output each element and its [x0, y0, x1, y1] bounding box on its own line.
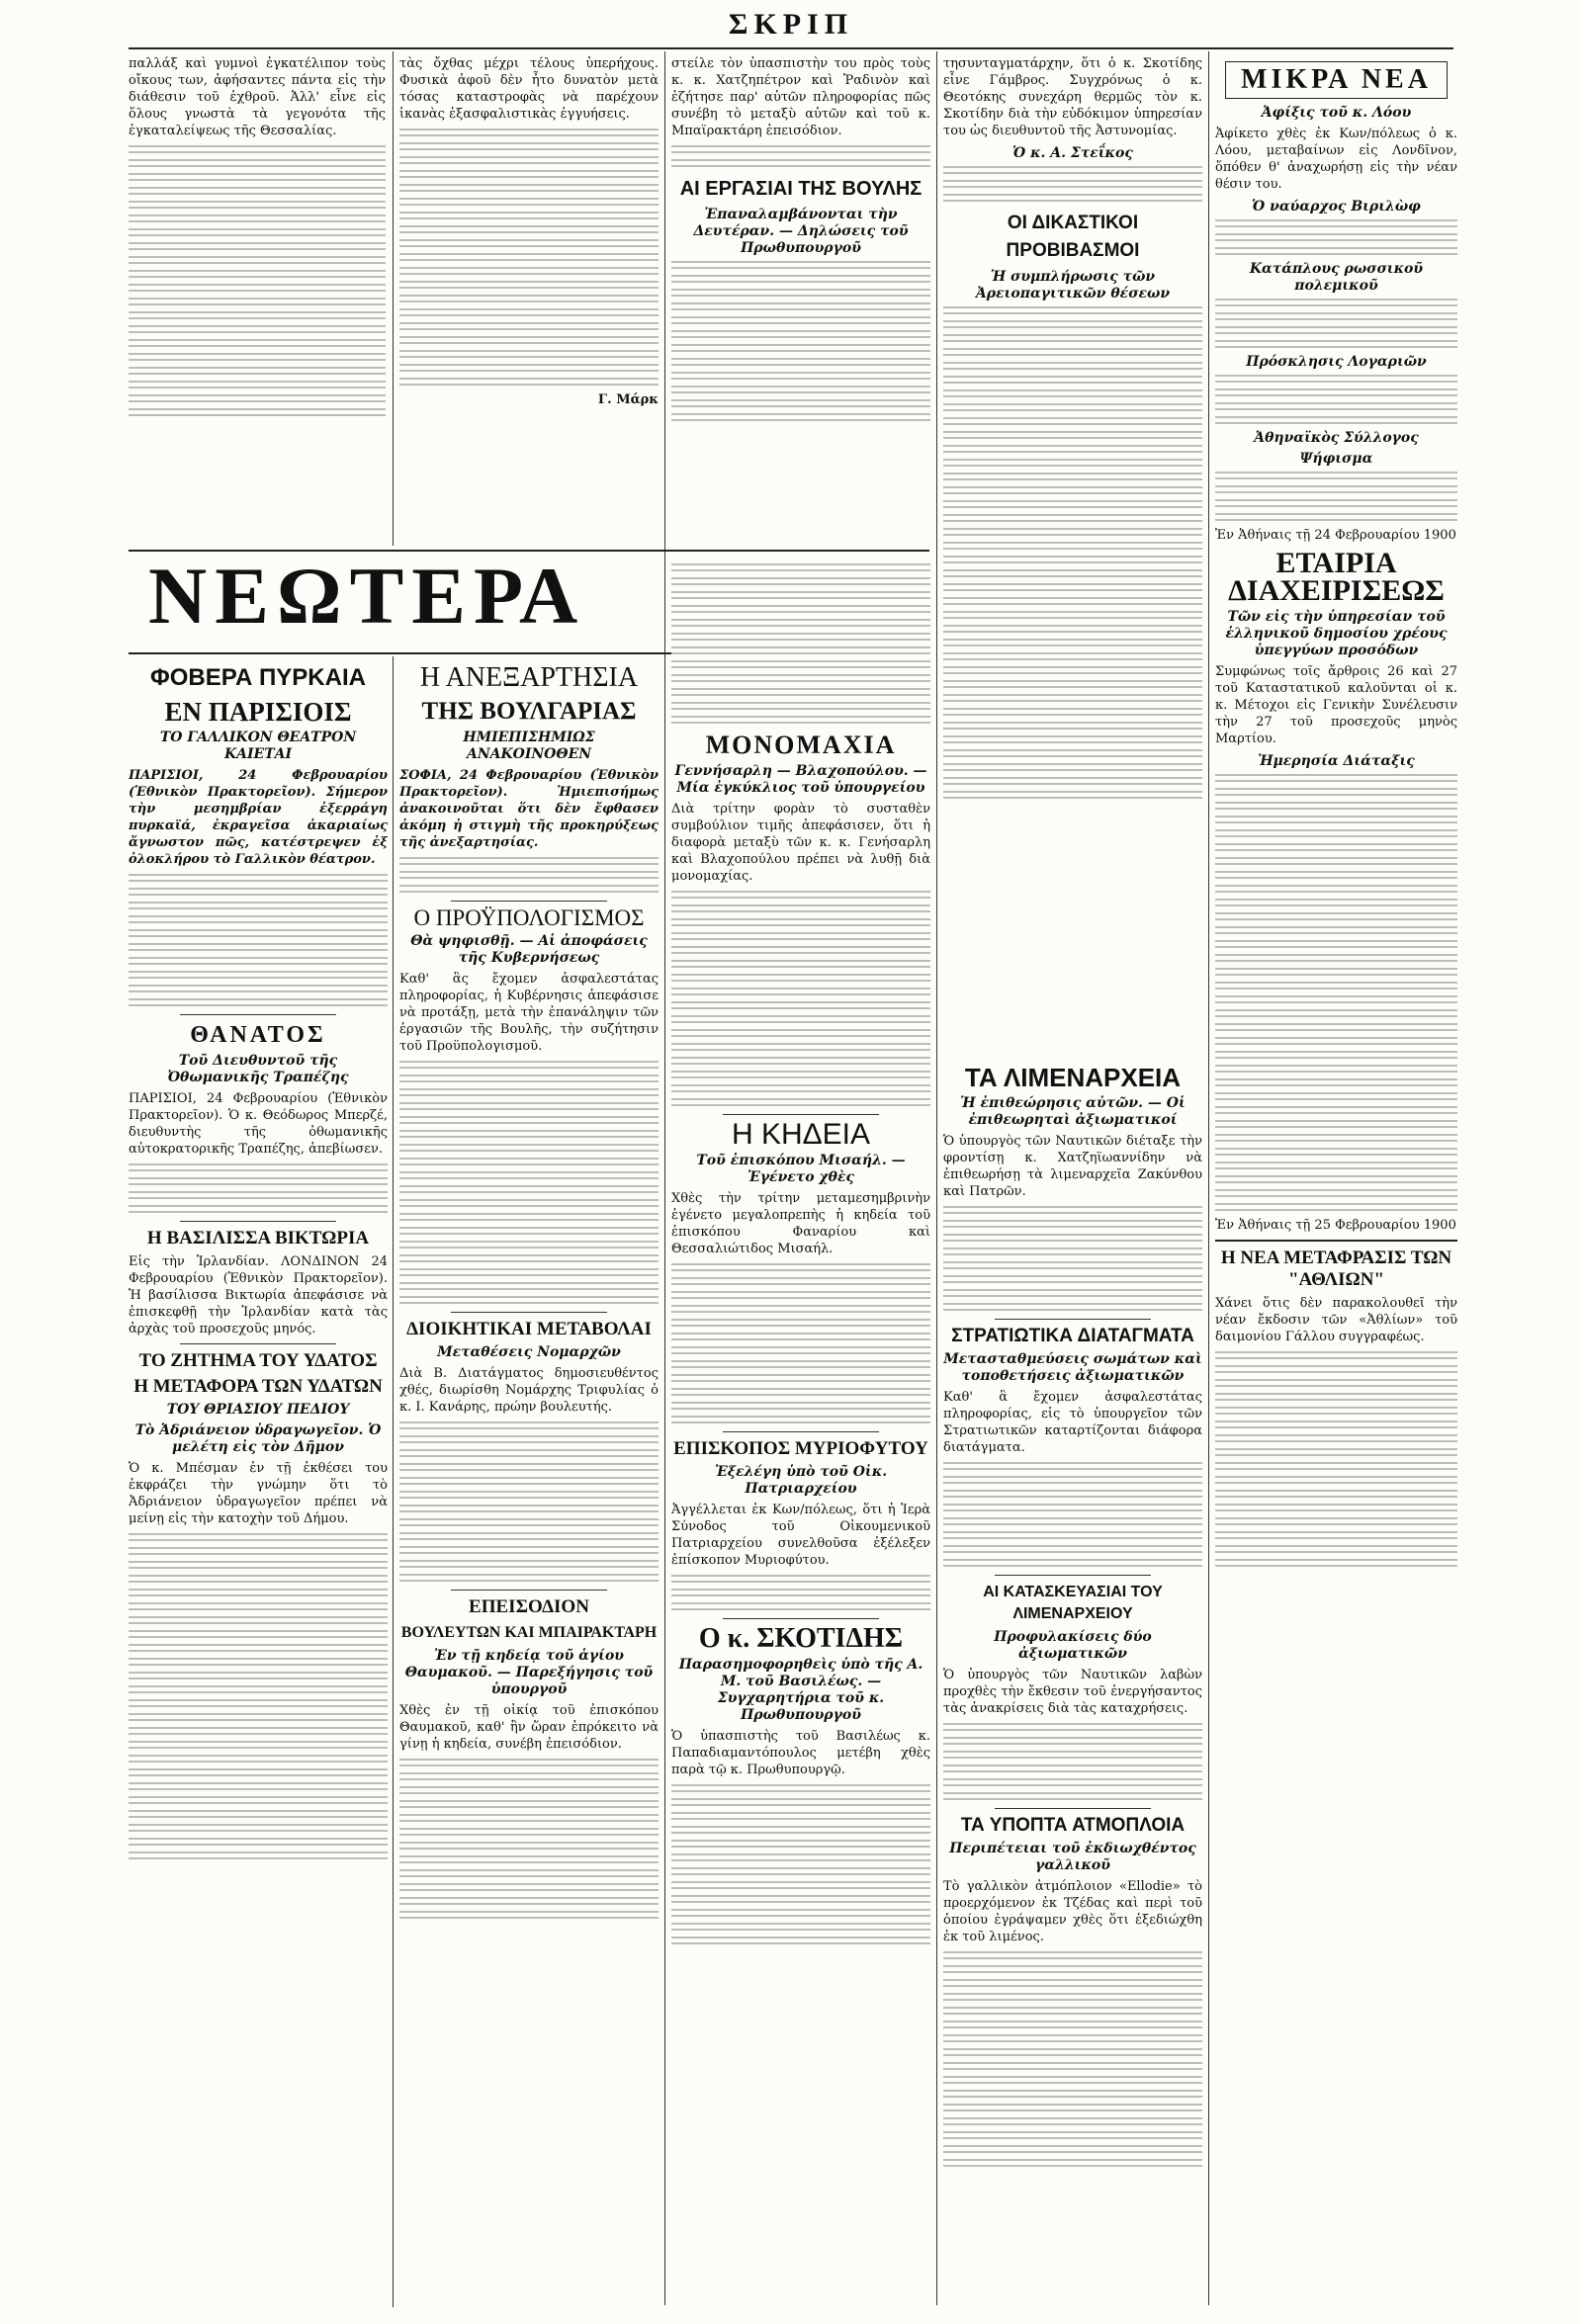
c4-text-1: Ὁ ὑπουργὸς τῶν Ναυτικῶν διέταξε τὴν φροντίσῃ κ. Χατζηϊωαννίδην νὰ ἐπιθεωρήσῃ τὰ λιμεναρχεῖα Ζακύνθου καὶ Πατρῶν.	[943, 1134, 1202, 1199]
c2-headline-1b: ΤΗΣ ΒΟΥΛΓΑΡΙΑΣ	[421, 698, 637, 725]
lower-col-4	[943, 1058, 1202, 2309]
neotera-title: ΝΕΩΤΕΡΑ	[148, 551, 586, 641]
c3-headline-3: ΕΠΙΣΚΟΠΟΣ ΜΥΡΙΟΦΥΤΟΥ	[673, 1438, 928, 1459]
top-mid-text: τὰς ὄχθας μέχρι τέλους ὑπερήχους. Φυσικὰ ἀφοῦ δὲν ἦτο δυνατὸν μετὰ τόσας καταστροφὰς νὰ παρέχουν ἱκανὰς ἐξασφαλιστικὰς ἐγγυήσεις.	[399, 56, 659, 122]
top-col-4	[943, 55, 1202, 1054]
lower-col-3	[671, 559, 930, 2309]
c2-headline-3: ΔΙΟΙΚΗΤΙΚΑΙ ΜΕΤΑΒΟΛΑΙ	[406, 1319, 652, 1339]
column-divider	[393, 656, 394, 2307]
c2-headline-1: Η ΑΝΕΞΑΡΤΗΣΙΑ	[419, 662, 639, 693]
column-divider	[393, 51, 394, 546]
c3-text-1: Διὰ τρίτην φορὰν τὸ συσταθὲν συμβούλιον τιμῆς ἀπεφάσισεν, ὅτι ἡ διαφορὰ μεταξὺ τῶν κ. κ. Γενήσαρλη καὶ Βλαχοπούλου πρέπει νὰ λυθῇ διὰ μονομαχίας.	[671, 802, 930, 884]
etairia-headline: ΕΤΑΙΡΙΑ ΔΙΑΧΕΙΡΙΣΕΩΣ	[1228, 547, 1445, 607]
c4-subheadline-1: Ἡ ἐπιθεώρησις αὐτῶν. — Οἱ ἐπιθεωρηταὶ ἀξιωματικοί	[960, 1095, 1186, 1128]
c1-headline-4b: Η ΜΕΤΑΦΟΡΑ ΤΩΝ ΥΔΑΤΩΝ	[133, 1376, 383, 1397]
c1-subheadline-2: Τοῦ Διευθυντοῦ τῆς Ὀθωμανικῆς Τραπέζης	[167, 1053, 349, 1085]
mikra-subheadline: Ἀφίξις τοῦ κ. Λόου	[1261, 105, 1412, 121]
c2-headline-2: Ο ΠΡΟΫΠΟΛΟΓΙΣΜΟΣ	[413, 905, 645, 930]
column-divider	[1208, 51, 1209, 2305]
masthead-rule	[129, 47, 1453, 49]
c1-subheadline-4b: Τὸ Ἀδριάνειον ὑδραγωγεῖον. Ὁ μελέτη εἰς τὸν Δῆμον	[134, 1422, 382, 1455]
mikra-date: Ἐν Ἀθήναις τῇ 24 Φεβρουαρίου 1900	[1215, 528, 1456, 543]
c2-subheadline-3: Μεταθέσεις Νομαρχῶν	[437, 1344, 621, 1360]
mikra-heading-6: Ψήφισμα	[1299, 451, 1373, 467]
top-mid-signature: Γ. Μάρκ	[597, 392, 659, 407]
c2-headline-4: ΕΠΕΙΣΟΔΙΟΝ	[469, 1596, 589, 1617]
c1-text-1: ΠΑΡΙΣΙΟΙ, 24 Φεβρουαρίου (Ἑθνικὸν Πρακτορεῖον). Σήμερον τὴν μεσημβρίαν ἐξερράγη πυρκαϊά, ἐκραγεῖσα ἀκαριαίως ἄγνωστον πῶς, κατέστρεψεν ἐξ ὁλοκλήρου τὸ Γαλλικὸν θέατρον.	[129, 768, 388, 867]
c1-subheadline-1: ΤΟ ΓΑΛΛΙΚΟΝ ΘΕΑΤΡΟΝ ΚΑΙΕΤΑΙ	[159, 730, 357, 762]
top-c3-text: στείλε τὸν ὑπασπιστὴν του πρὸς τοὺς κ. κ. Χατζηπέτρον καὶ Ῥαδινὸν καὶ ἐζήτησε παρ' αὐτῶν πληροφορίας πῶς συνέβη τὸ μεταξὺ αὐτῶν καὶ τοῦ κ. Μπαϊρακτάρη ἐπεισόδιον.	[671, 56, 930, 138]
c4-subheadline-2: Μετασταθμεύσεις σωμάτων καὶ τοποθετήσεις ἀξιωματικῶν	[943, 1351, 1202, 1384]
c4-headline-4: ΤΑ ΥΠΟΠΤΑ ΑΤΜΟΠΛΟΙΑ	[960, 1815, 1186, 1836]
c2-text-1: ΣΟΦΙΑ, 24 Φεβρουαρίου (Ἑθνικὸν Πρακτορεῖον). Ἡμιεπισήμως ἀνακοινοῦται ὅτι δὲν ἔφθασεν ἀκόμη ἡ στιγμὴ τῆς προκηρύξεως τῆς ἀνεξαρτησίας.	[399, 768, 659, 850]
etairia-date: Ἐν Ἀθήναις τῇ 25 Φεβρουαρίου 1900	[1215, 1218, 1456, 1233]
c4-headline-1: ΤΑ ΛΙΜΕΝΑΡΧΕΙΑ	[964, 1063, 1182, 1092]
c1-headline-2: ΘΑΝΑΤΟΣ	[190, 1022, 326, 1048]
c1-headline-1b: ΕΝ ΠΑΡΙΣΙΟΙΣ	[164, 697, 352, 727]
mikra-heading-3: Κατάπλους ρωσσικοῦ πολεμικοῦ	[1249, 261, 1424, 294]
c1-headline-3: Η ΒΑΣΙΛΙΣΣΑ ΒΙΚΤΩΡΙΑ	[146, 1228, 370, 1248]
top-c4-subheadline: Ὁ κ. Α. Στεΐκος	[1012, 145, 1133, 161]
c4-subheadline-3: Προφυλακίσεις δύο ἀξιωματικῶν	[994, 1629, 1152, 1662]
c2-subheadline-1: ΗΜΙΕΠΙΣΗΜΙΩΣ ΑΝΑΚΟΙΝΟΘΕΝ	[463, 730, 595, 762]
top-col-1	[129, 55, 386, 550]
top-left-text: παλλάξ καὶ γυμνοὶ ἐγκατέλιπον τοὺς οἴκους των, ἀφήσαντες πάντα εἰς τὴν διάθεσιν τοῦ ἐχθροῦ. Ἀλλ' εἶνε εἰς ὅλους γνωστὰ τὰ γεγονότα τῆς ἐγκαταλείψεως τῆς Θεσσαλίας.	[129, 56, 386, 138]
column-divider	[664, 51, 665, 2305]
top-col-3	[671, 55, 930, 550]
c1-headline-1: ΦΟΒΕΡΑ ΠΥΡΚΑΙΑ	[150, 664, 366, 691]
top-c3-headline: ΑΙ ΕΡΓΑΣΙΑΙ ΤΗΣ ΒΟΥΛΗΣ	[679, 178, 923, 200]
mikra-heading-5: Ἀθηναϊκὸς Σύλλογος	[1254, 430, 1419, 446]
mikra-nea-title: ΜΙΚΡΑ ΝΕΑ	[1225, 61, 1448, 99]
lower-col-2	[399, 658, 659, 2309]
mikra-heading-2: Ὁ ναύαρχος Βιριλὼφ	[1252, 199, 1421, 215]
c1-subheadline-4: ΤΟΥ ΘΡΙΑΣΙΟΥ ΠΕΔΙΟΥ	[166, 1402, 350, 1418]
column-divider	[936, 51, 937, 2305]
c4-text-4: Τὸ γαλλικὸν ἀτμόπλοιον «Ellodie» τὸ προερχόμενον ἐκ Τζέδας καὶ περὶ τοῦ ὁποίου ἐγράψαμεν χθὲς ὅτι ἐξεδιώχθη ἐκ τοῦ λιμένος.	[943, 1879, 1202, 1944]
top-c4-subheadline-2: Ἡ συμπλήρωσις τῶν Ἀρειοπαγιτικῶν θέσεων	[975, 269, 1171, 301]
c2-text-4: Χθὲς ἐν τῇ οἰκίᾳ τοῦ ἐπισκόπου Θαυμακοῦ, καθ' ἣν ὥραν ἐπρόκειτο νὰ γίνῃ ἡ κηδεία, συνέβη ἐπεισόδιον.	[399, 1703, 659, 1752]
c4-text-2: Καθ' ἃ ἔχομεν ἀσφαλεστάτας πληροφορίας, εἰς τὸ ὑπουργεῖον τῶν Στρατιωτικῶν καταρτίζονται διάφορα διατάγματα.	[943, 1390, 1202, 1455]
c3-headline-1: ΜΟΝΟΜΑΧΙΑ	[705, 731, 897, 759]
c1-text-4: Ὁ κ. Μπέσμαν ἐν τῇ ἐκθέσει του ἐκφράζει τὴν γνώμην ὅτι τὸ Ἀδριάνειον ὑδραγωγεῖον πρέπει νὰ μείνῃ εἰς τὴν κατοχὴν τοῦ Δήμου.	[129, 1461, 388, 1526]
mikra-text: Ἀφίκετο χθὲς ἐκ Κων/πόλεως ὁ κ. Λόου, μεταβαίνων εἰς Λονδῖνον, ὅπόθεν θ' ἀναχωρήσῃ εἰς τὴν νέαν θέσιν του.	[1215, 127, 1457, 192]
c3-subheadline-2: Τοῦ ἐπισκόπου Μισαήλ. — Ἐγένετο χθὲς	[696, 1153, 906, 1185]
c4-text-3: Ὁ ὑπουργὸς τῶν Ναυτικῶν λαβὼν προχθὲς τὴν ἔκθεσιν τοῦ ἐνεργήσαντος τὰς ἀνακρίσεις διὰ τὰς καταχρήσεις.	[943, 1668, 1202, 1716]
top-col-2	[399, 55, 659, 550]
c3-headline-2: Η ΚΗΔΕΙΑ	[731, 1118, 871, 1151]
athlion-text: Χάνει ὅτις δὲν παρακολουθεῖ τὴν νέαν ἔκδοσιν τῶν «Ἀθλίων» τοῦ δαιμονίου Γάλλου συγγραφέως.	[1215, 1296, 1457, 1344]
c3-text-4: Ὁ ὑπασπιστὴς τοῦ Βασιλέως κ. Παπαδιαμαντόπουλος μετέβη χθὲς παρὰ τῷ κ. Πρωθυπουργῷ.	[671, 1729, 930, 1777]
c2-headline-4b: ΒΟΥΛΕΥΤΩΝ ΚΑΙ ΜΠΑΙΡΑΚΤΑΡΗ	[400, 1624, 658, 1641]
c1-text-2: ΠΑΡΙΣΙΟΙ, 24 Φεβρουαρίου (Ἑθνικὸν Πρακτορεῖον). Ὁ κ. Θεόδωρος Μπερζέ, διευθυντὴς τῆς ὀθωμανικῆς αὐτοκρατορικῆς Τραπέζης, ἀπεβίωσεν.	[129, 1091, 388, 1157]
c3-text-3: Ἀγγέλλεται ἐκ Κων/πόλεως, ὅτι ἡ Ἱερὰ Σύνοδος τοῦ Οἰκουμενικοῦ Πατριαρχείου συνελθοῦσα ἐξέλεξεν ἐπίσκοπον Μυριοφύτου.	[671, 1503, 930, 1568]
top-c3-subheadline: Ἐπαναλαμβάνονται τὴν Δευτέραν. — Δηλώσεις τοῦ Πρωθυπουργοῦ	[693, 207, 909, 256]
c4-subheadline-4: Περιπέτειαι τοῦ ἐκδιωχθέντος γαλλικοῦ	[949, 1841, 1196, 1873]
c4-headline-2: ΣΤΡΑΤΙΩΤΙΚΑ ΔΙΑΤΑΓΜΑΤΑ	[951, 1326, 1194, 1346]
top-c4-headline: ΟΙ ΔΙΚΑΣΤΙΚΟΙ ΠΡΟΒΙΒΑΣΜΟΙ	[1006, 213, 1140, 261]
c3-subheadline-1: Γεννήσαρλη — Βλαχοπούλου. — Μία ἐγκύκλιος τοῦ ὑπουργείου	[674, 763, 927, 796]
c1-text-3: Εἰς τὴν Ἰρλανδίαν. ΛΟΝΔΙΝΟΝ 24 Φεβρουαρίου (Ἑθνικὸν Πρακτορεῖον). Ἡ βασίλισσα Βικτωρία ἀπεφάσισε νὰ ἐπισκεφθῇ τὴν Ἰρλανδίαν κατὰ τὰς ἀρχὰς τοῦ προσεχοῦς μηνός.	[129, 1254, 388, 1336]
c3-subheadline-4: Παρασημοφορηθεὶς ὑπὸ τῆς Α. Μ. τοῦ Βασιλέως. — Συγχαρητήρια τοῦ κ. Πρωθυπουργοῦ	[678, 1657, 923, 1723]
c2-text-3: Διὰ Β. Διατάγματος δημοσιευθέντος χθές, διωρίσθη Νομάρχης Τριφυλίας ὁ κ. Ι. Κανάρης, πρώην βουλευτής.	[399, 1366, 659, 1415]
c3-text-2: Χθὲς τὴν τρίτην μεταμεσημβρινὴν ἐγένετο μεγαλοπρεπὴς ἡ κηδεία τοῦ ἐπισκόπου Φαναρίου καὶ Θεσσαλιώτιδος Μισαήλ.	[671, 1191, 930, 1256]
c3-headline-4: Ο κ. ΣΚΟΤΙΔΗΣ	[698, 1623, 904, 1654]
c4-headline-3: ΑΙ ΚΑΤΑΣΚΕΥΑΣΙΑΙ ΤΟΥ ΛΙΜΕΝΑΡΧΕΙΟΥ	[983, 1584, 1163, 1622]
c2-subheadline-2: Θὰ ψηφισθῇ. — Αἱ ἀποφάσεις τῆς Κυβερνήσεως	[410, 933, 648, 966]
c2-text-2: Καθ' ἃς ἔχομεν ἀσφαλεστάτας πληροφορίας, ἡ Κυβέρνησις ἀπεφάσισε νὰ προτάξῃ, μετὰ τὴν ἐπανάληψιν τῶν ἐργασιῶν τῆς Βουλῆς, τὴν συζήτησιν τοῦ Προϋπολογισμοῦ.	[399, 972, 659, 1054]
c2-subheadline-4: Ἐν τῇ κηδείᾳ τοῦ ἁγίου Θαυμακοῦ. — Παρεξήγησις τοῦ ὑπουργοῦ	[404, 1648, 654, 1697]
athlion-headline: Η ΝΕΑ ΜΕΤΑΦΡΑΣΙΣ ΤΩΝ "ΑΘΛΙΩΝ"	[1215, 1240, 1457, 1291]
top-c4-text: τησυνταγματάρχην, ὅτι ὁ κ. Σκοτίδης εἶνε Γάμβρος. Συγχρόνως ὁ κ. Θεοτόκης συνεχάρη θερμῶς τὸν κ. Σκοτίδην διὰ τὴν εὐδόκιμον ὑπηρεσίαν του ὡς διευθυντοῦ τῆς Ἀστυνομίας.	[943, 56, 1202, 138]
lower-col-1	[129, 658, 388, 2309]
masthead: ΣΚΡΙΠ	[728, 8, 854, 41]
etairia-heading: Ἡμερησία Διάταξις	[1258, 753, 1415, 769]
right-column	[1215, 55, 1457, 2309]
mikra-heading-4: Πρόσκλησις Λογαριῶν	[1246, 354, 1427, 370]
c3-subheadline-3: Ἐξελέγη ὑπὸ τοῦ Οἰκ. Πατριαρχείου	[714, 1464, 888, 1497]
c1-headline-4: ΤΟ ΖΗΤΗΜΑ ΤΟΥ ΥΔΑΤΟΣ	[138, 1350, 378, 1371]
etairia-text: Συμφώνως τοῖς ἄρθροις 26 καὶ 27 τοῦ Καταστατικοῦ καλοῦνται οἱ κ. κ. Μέτοχοι εἰς Γενικὴν Συνέλευσιν τὴν 27 τοῦ προσεχοῦς μηνὸς Μαρτίου.	[1215, 664, 1457, 746]
etairia-subheadline: Τῶν εἰς τὴν ὑπηρεσίαν τοῦ ἑλληνικοῦ δημοσίου χρέους ὑπεγγύων προσόδων	[1225, 609, 1448, 658]
